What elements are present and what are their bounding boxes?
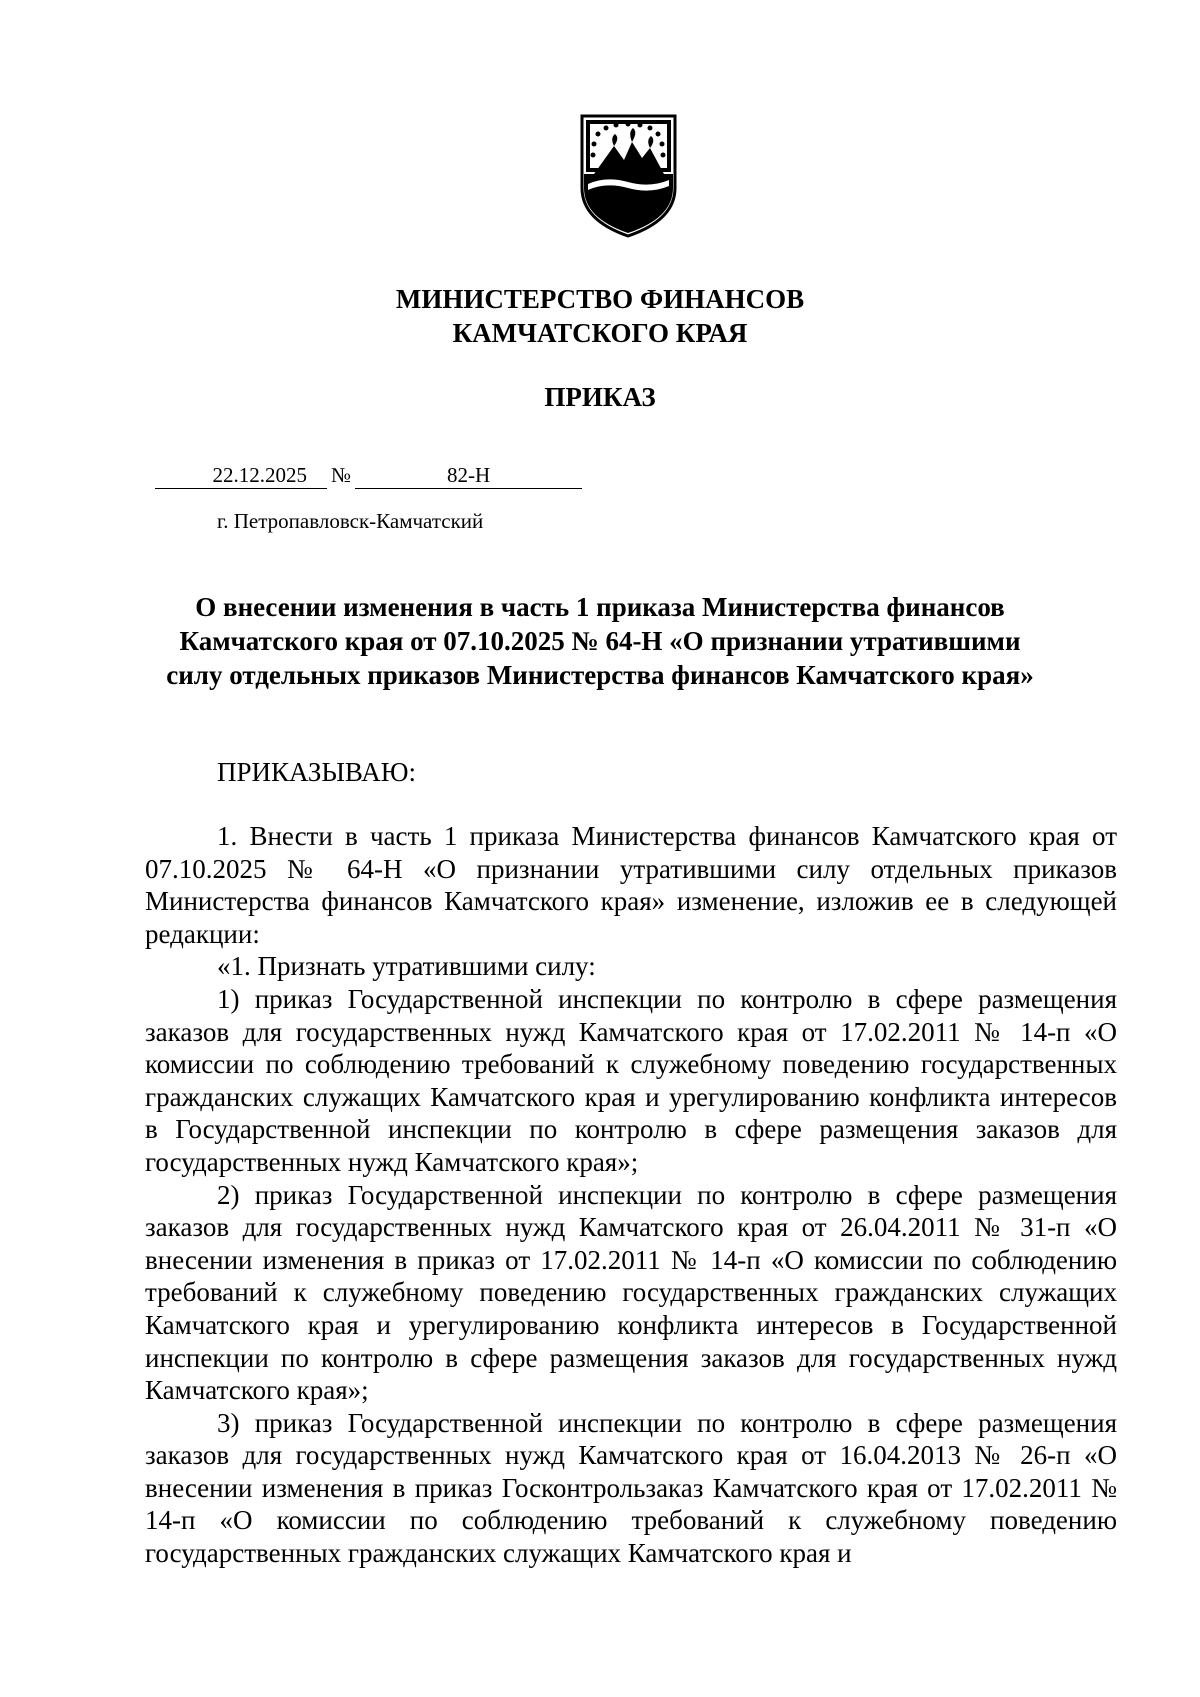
order-date-field <box>155 462 327 489</box>
subject-line3: силу отдельных приказов Министерства финансов Камчатского края» <box>166 660 1034 690</box>
ministry-name-line2: КАМЧАТСКОГО КРАЯ <box>452 318 748 348</box>
order-date: 22.12.2025 <box>212 463 307 487</box>
order-number: 82-Н <box>447 463 491 487</box>
city-of-issue: г. Петропавловск-Камчатский <box>217 509 484 533</box>
command-word: ПРИКАЗЫВАЮ: <box>217 757 416 787</box>
paragraph: 3) приказ Государственной инспекции по контролю в сфере размещения заказов для государственных нужд Камчатского края от 16.04.2013 № 26-п «О внесении изменения в приказ Госконтрользаказ Камчатского края от 17.02.2011 № 14-п «О комиссии по соблюдению требований к служебному поведению государственных гражданских служащих Камчатского края и <box>145 1407 1117 1569</box>
number-sign: № <box>331 463 352 487</box>
paragraph: 1. Внести в часть 1 приказа Министерства финансов Камчатского края от 07.10.2025 № 64-Н «О признании утратившими силу отдельных приказов Министерства финансов Камчатского края» изменение, изложив ее в следующей редакции: <box>145 821 1117 949</box>
subject-line2: Камчатского края от 07.10.2025 № 64-Н «О признании утратившими <box>179 626 1021 656</box>
order-body <box>145 820 1117 1570</box>
order-number-field <box>355 462 582 489</box>
coat-of-arms-icon <box>576 112 681 239</box>
subject-line1: О внесении изменения в часть 1 приказа Министерства финансов <box>195 592 1005 622</box>
paragraph: 2) приказ Государственной инспекции по контролю в сфере размещения заказов для государственных нужд Камчатского края от 26.04.2011 № 31-п «О внесении изменения в приказ от 17.02.2011 № 14-п «О комиссии по соблюдению требований к служебному поведению государственных гражданских служащих Камчатского края и урегулированию конфликта интересов в Государственной инспекции по контролю в сфере размещения заказов для государственных нужд Камчатского края»; <box>145 1179 1117 1406</box>
document-type-title: ПРИКАЗ <box>544 382 656 412</box>
ministry-name-line1: МИНИСТЕРСТВО ФИНАНСОВ <box>395 284 805 314</box>
paragraph: 1) приказ Государственной инспекции по контролю в сфере размещения заказов для государственных нужд Камчатского края от 17.02.2011 № 14-п «О комиссии по соблюдению требований к служебному поведению государственных гражданских служащих Камчатского края и урегулированию конфликта интересов в Государственной инспекции по контролю в сфере размещения заказов для государственных нужд Камчатского края»; <box>145 983 1117 1177</box>
paragraph: «1. Признать утратившими силу: <box>217 951 596 982</box>
